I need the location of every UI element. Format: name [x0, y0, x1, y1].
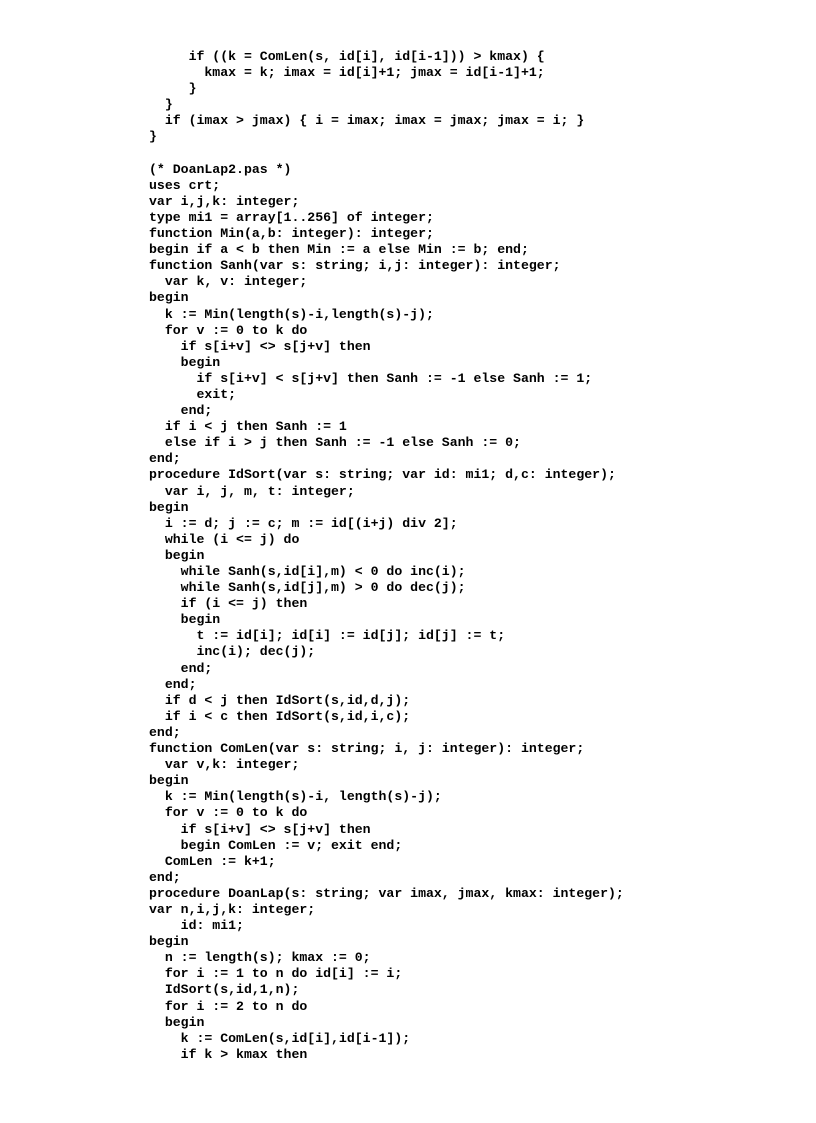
code-line: (* DoanLap2.pas *) [149, 161, 292, 177]
code-line: var v,k: integer; [149, 757, 300, 773]
code-line: t := id[i]; id[i] := id[j]; id[j] := t; [149, 628, 506, 644]
code-line: begin [149, 612, 221, 628]
code-line: ComLen := k+1; [149, 853, 276, 869]
code-line: end; [149, 724, 181, 740]
code-line: function Sanh(var s: string; i,j: integer): integer; [149, 258, 561, 274]
code-line: for i := 1 to n do id[i] := i; [149, 966, 403, 982]
code-line: type mi1 = array[1..256] of integer; [149, 209, 434, 225]
code-line: } [149, 81, 197, 97]
code-line: end; [149, 676, 197, 692]
code-line: if (imax > jmax) { i = imax; imax = jmax; jmax = i; } [149, 113, 585, 129]
code-line: for v := 0 to k do [149, 805, 308, 821]
code-line: else if i > j then Sanh := -1 else Sanh := 0; [149, 435, 521, 451]
code-line: begin ComLen := v; exit end; [149, 837, 403, 853]
code-line: begin if a < b then Min := a else Min := b; end; [149, 242, 529, 258]
code-line: var k, v: integer; [149, 274, 308, 290]
code-line: begin [149, 934, 189, 950]
code-line: IdSort(s,id,1,n); [149, 982, 300, 998]
code-line: k := Min(length(s)-i,length(s)-j); [149, 306, 434, 322]
code-line: kmax = k; imax = id[i]+1; jmax = id[i-1]+1; [149, 65, 545, 81]
code-line: k := ComLen(s,id[i],id[i-1]); [149, 1030, 411, 1046]
code-line: begin [149, 773, 189, 789]
code-line: begin [149, 1014, 205, 1030]
code-line: var i,j,k: integer; [149, 193, 300, 209]
code-line: uses crt; [149, 177, 221, 193]
code-line: function ComLen(var s: string; i, j: integer): integer; [149, 741, 585, 757]
code-line: if i < j then Sanh := 1 [149, 419, 347, 435]
code-line: if d < j then IdSort(s,id,d,j); [149, 692, 411, 708]
code-line: begin [149, 290, 189, 306]
code-line: var n,i,j,k: integer; [149, 901, 316, 917]
code-line: n := length(s); kmax := 0; [149, 950, 371, 966]
code-line: while (i <= j) do [149, 531, 300, 547]
code-line: } [149, 97, 173, 113]
code-line: function Min(a,b: integer): integer; [149, 226, 434, 242]
code-line: inc(i); dec(j); [149, 644, 316, 660]
code-line: k := Min(length(s)-i, length(s)-j); [149, 789, 442, 805]
code-line: for i := 2 to n do [149, 998, 308, 1014]
code-line: begin [149, 499, 189, 515]
code-line: if s[i+v] <> s[j+v] then [149, 821, 371, 837]
code-line: if i < c then IdSort(s,id,i,c); [149, 708, 411, 724]
code-line: end; [149, 869, 181, 885]
code-line: while Sanh(s,id[j],m) > 0 do dec(j); [149, 580, 466, 596]
code-line: if ((k = ComLen(s, id[i], id[i-1])) > kmax) { [149, 49, 545, 64]
code-line: exit; [149, 386, 237, 402]
code-line: while Sanh(s,id[i],m) < 0 do inc(i); [149, 564, 466, 579]
code-line: if k > kmax then [149, 1046, 308, 1062]
code-line: if s[i+v] < s[j+v] then Sanh := -1 else Sanh := 1; [149, 370, 593, 386]
code-line: begin [149, 547, 205, 563]
code-line: procedure DoanLap(s: string; var imax, jmax, kmax: integer); [149, 885, 624, 901]
code-line: for v := 0 to k do [149, 322, 308, 338]
code-line: end; [149, 403, 213, 419]
code-line: end; [149, 451, 181, 467]
code-line: var i, j, m, t: integer; [149, 483, 355, 499]
code-line: begin [149, 354, 221, 370]
code-line [149, 146, 624, 162]
code-line: end; [149, 660, 213, 676]
code-line: procedure IdSort(var s: string; var id: mi1; d,c: integer); [149, 467, 616, 483]
code-line: if s[i+v] <> s[j+v] then [149, 338, 371, 354]
code-line: i := d; j := c; m := id[(i+j) div 2]; [149, 515, 458, 531]
code-line: id: mi1; [149, 918, 244, 934]
code-listing [149, 49, 624, 1063]
code-line: if (i <= j) then [149, 596, 308, 612]
code-line: } [149, 129, 157, 145]
